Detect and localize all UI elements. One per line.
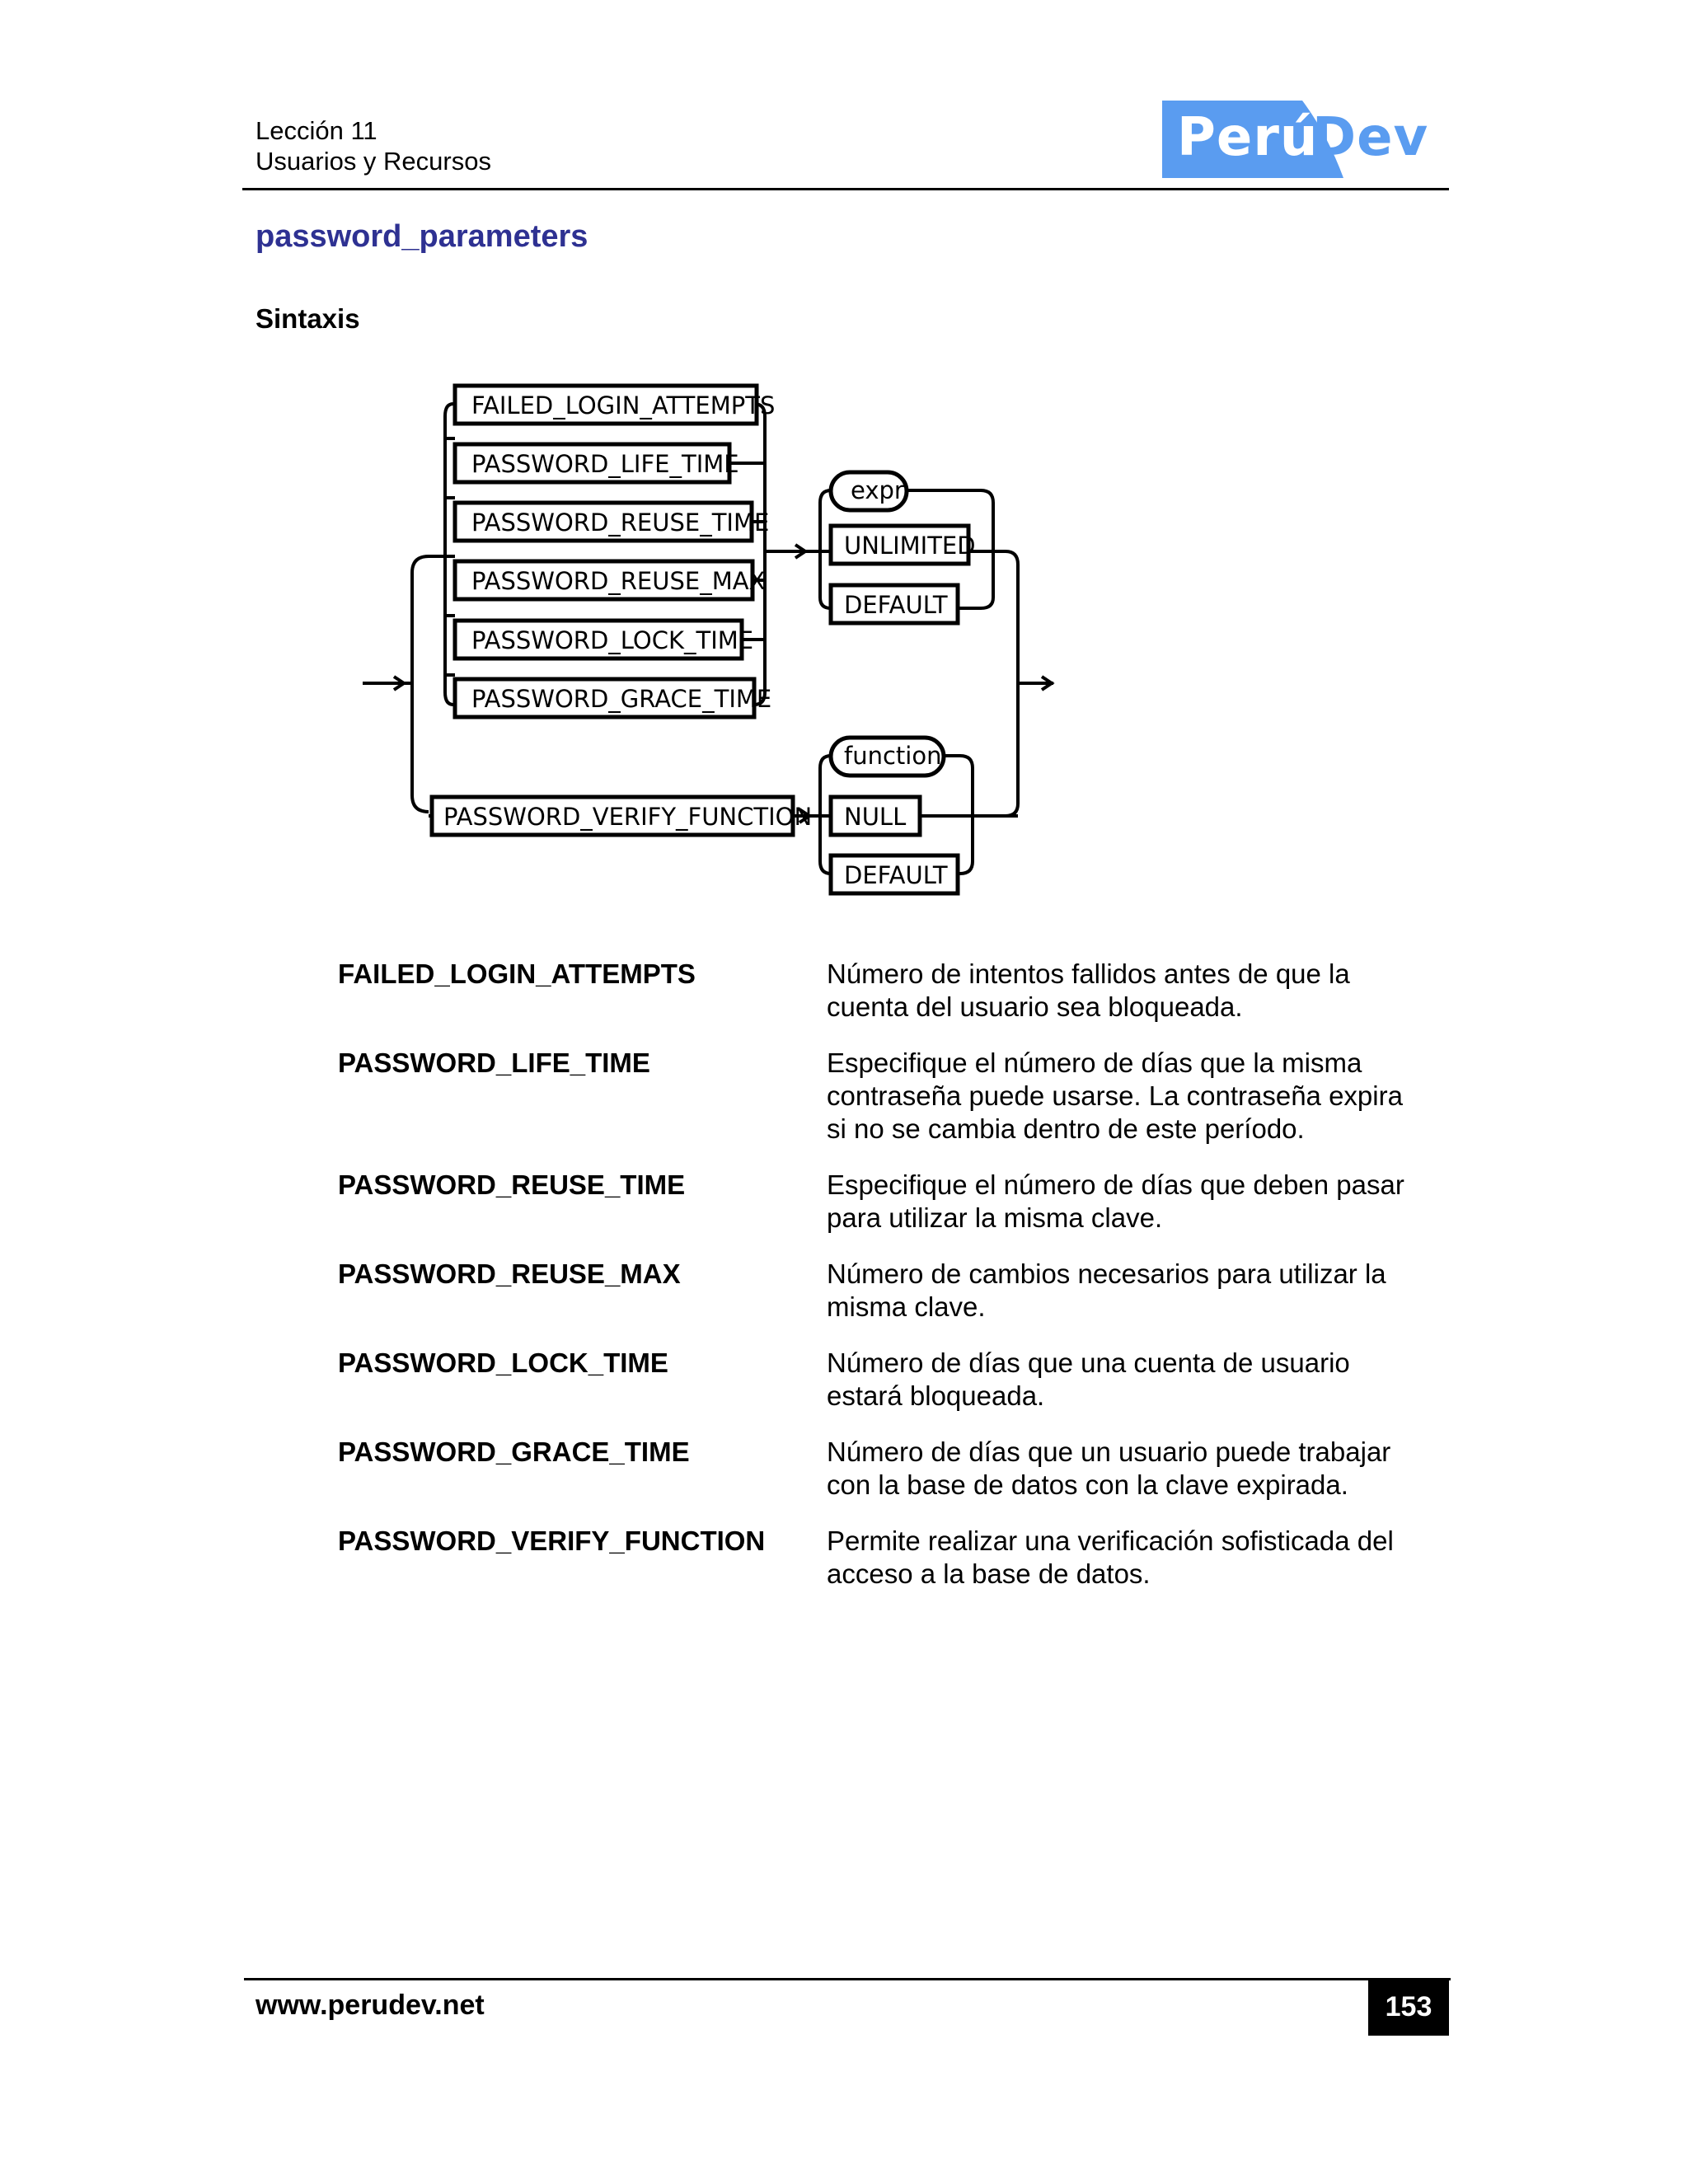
syntax-diagram xyxy=(363,375,1071,911)
footer-url: www.perudev.net xyxy=(256,1990,485,2021)
param-desc: Especifique el número de días que la misma contraseña puede usarse. La contraseña expira si no se cambia dentro de este período. xyxy=(827,1047,1403,1144)
diagram-value-expr: expr xyxy=(851,476,904,504)
diagram-param-2: PASSWORD_REUSE_TIME xyxy=(471,509,770,537)
param-row xyxy=(338,1047,1426,1146)
param-row xyxy=(338,1258,1426,1324)
perudev-logo xyxy=(1162,101,1429,180)
diagram-value-default: DEFAULT xyxy=(844,591,948,619)
param-desc: Permite realizar una verificación sofisticada del acceso a la base de datos. xyxy=(827,1526,1394,1589)
diagram-param-0: FAILED_LOGIN_ATTEMPTS xyxy=(471,391,776,419)
param-desc: Número de días que un usuario puede trabajar con la base de datos con la clave expirada. xyxy=(827,1436,1391,1500)
param-name: PASSWORD_REUSE_MAX xyxy=(338,1258,681,1289)
diagram-verify-default: DEFAULT xyxy=(844,861,948,889)
diagram-verify-keyword: PASSWORD_VERIFY_FUNCTION xyxy=(443,803,813,831)
lesson-subtitle: Usuarios y Recursos xyxy=(256,147,491,176)
syntax-label: Sintaxis xyxy=(256,303,360,334)
param-name: PASSWORD_VERIFY_FUNCTION xyxy=(338,1526,766,1556)
param-desc: Número de días que una cuenta de usuario estará bloqueada. xyxy=(827,1347,1350,1411)
param-row xyxy=(338,1169,1426,1235)
param-name: FAILED_LOGIN_ATTEMPTS xyxy=(338,958,696,989)
diagram-param-4: PASSWORD_LOCK_TIME xyxy=(471,626,754,654)
logo-text-peru: Perú xyxy=(1177,107,1319,168)
diagram-param-3: PASSWORD_REUSE_MAX xyxy=(471,567,766,595)
header-rule xyxy=(242,188,1449,190)
param-name: PASSWORD_GRACE_TIME xyxy=(338,1436,690,1467)
parameter-list xyxy=(338,958,1426,1614)
param-name: PASSWORD_REUSE_TIME xyxy=(338,1169,686,1200)
footer-rule xyxy=(244,1978,1451,1980)
diagram-verify-function: function xyxy=(844,742,942,770)
page-number: 153 xyxy=(1368,1978,1449,2036)
param-desc: Número de intentos fallidos antes de que la cuenta del usuario sea bloqueada. xyxy=(827,958,1350,1022)
param-name: PASSWORD_LOCK_TIME xyxy=(338,1347,668,1378)
param-row xyxy=(338,1347,1426,1413)
param-row xyxy=(338,958,1426,1024)
diagram-param-1: PASSWORD_LIFE_TIME xyxy=(471,450,739,478)
diagram-param-5: PASSWORD_GRACE_TIME xyxy=(471,685,772,713)
lesson-number: Lección 11 xyxy=(256,116,377,145)
param-desc: Número de cambios necesarios para utilizar la misma clave. xyxy=(827,1258,1386,1322)
param-row xyxy=(338,1436,1426,1502)
param-name: PASSWORD_LIFE_TIME xyxy=(338,1047,650,1078)
logo-text-dev: Dev xyxy=(1312,107,1429,168)
header-text xyxy=(256,115,491,176)
param-row xyxy=(338,1525,1426,1591)
param-desc: Especifique el número de días que deben pasar para utilizar la misma clave. xyxy=(827,1169,1404,1233)
diagram-value-unlimited: UNLIMITED xyxy=(844,532,976,560)
diagram-verify-null: NULL xyxy=(844,803,907,831)
section-title: password_parameters xyxy=(256,219,588,254)
